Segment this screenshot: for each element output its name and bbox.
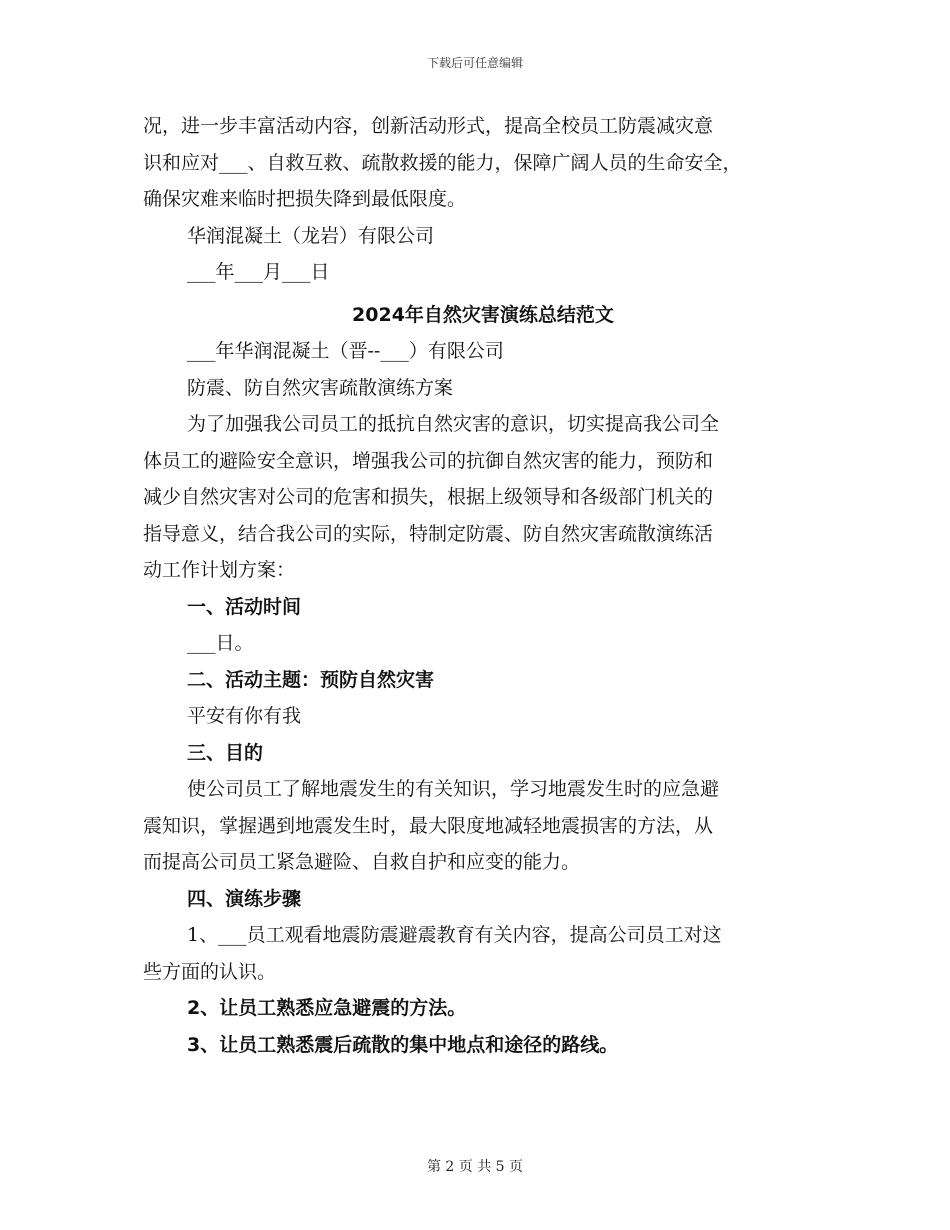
section-text-time: ___日。 [187, 632, 254, 654]
purpose-line: 减少自然灾害对公司的危害和损失，根据上级领导和各级部门机关的 [143, 486, 714, 508]
step-1-line: 1、___员工观看地震防震避震教育有关内容，提高公司员工对这 [187, 924, 722, 946]
signature-company: 华润混凝土（龙岩）有限公司 [187, 224, 435, 247]
step-3: 3、让员工熟悉震后疏散的集中地点和途径的路线。 [187, 1033, 619, 1056]
plan-name: 防震、防自然灾害疏散演练方案 [187, 376, 454, 399]
document-title: 2024年自然灾害演练总结范文 [352, 303, 614, 326]
section-text-theme: 平安有你有我 [187, 705, 302, 727]
section-heading-time: 一、活动时间 [187, 595, 302, 618]
document-body [143, 108, 823, 1063]
page-header: 下载后可任意编辑 [426, 56, 523, 70]
section-heading-theme: 二、活动主题：预防自然灾害 [187, 668, 435, 691]
purpose-line: 指导意义，结合我公司的实际，特制定防震、防自然灾害疏散演练活 [143, 522, 714, 545]
purpose-detail-line: 使公司员工了解地震发生的有关知识，学习地震发生时的应急避 [187, 778, 720, 800]
company-line: ___年华润混凝土（晋--___）有限公司 [187, 340, 504, 362]
signature-date: ___年___月___日 [187, 261, 330, 283]
intro-line: 确保灾难来临时把损失降到最低限度。 [143, 188, 467, 210]
step-2: 2、让员工熟悉应急避震的方法。 [187, 997, 467, 1019]
step-1-line: 些方面的认识。 [143, 960, 277, 983]
section-heading-steps: 四、演练步骤 [187, 887, 302, 910]
purpose-detail-line: 震知识，掌握遇到地震发生时，最大限度地减轻地震损害的方法，从 [143, 814, 714, 837]
intro-line: 况，进一步丰富活动内容，创新活动形式，提高全校员工防震减灾意 [143, 115, 714, 137]
purpose-line: 体员工的避险安全意识，增强我公司的抗御自然灾害的能力，预防和 [143, 449, 714, 472]
page-footer: 第 2 页 共 5 页 [426, 1159, 524, 1175]
purpose-line: 动工作计划方案： [143, 559, 296, 581]
section-heading-purpose: 三、目的 [187, 741, 264, 764]
intro-line: 识和应对___、自救互救、疏散救援的能力，保障广阔人员的生命安全， [143, 151, 742, 174]
purpose-line: 为了加强我公司员工的抵抗自然灾害的意识，切实提高我公司全 [187, 413, 720, 435]
purpose-detail-line: 而提高公司员工紧急避险、自救自护和应变的能力。 [143, 851, 581, 873]
